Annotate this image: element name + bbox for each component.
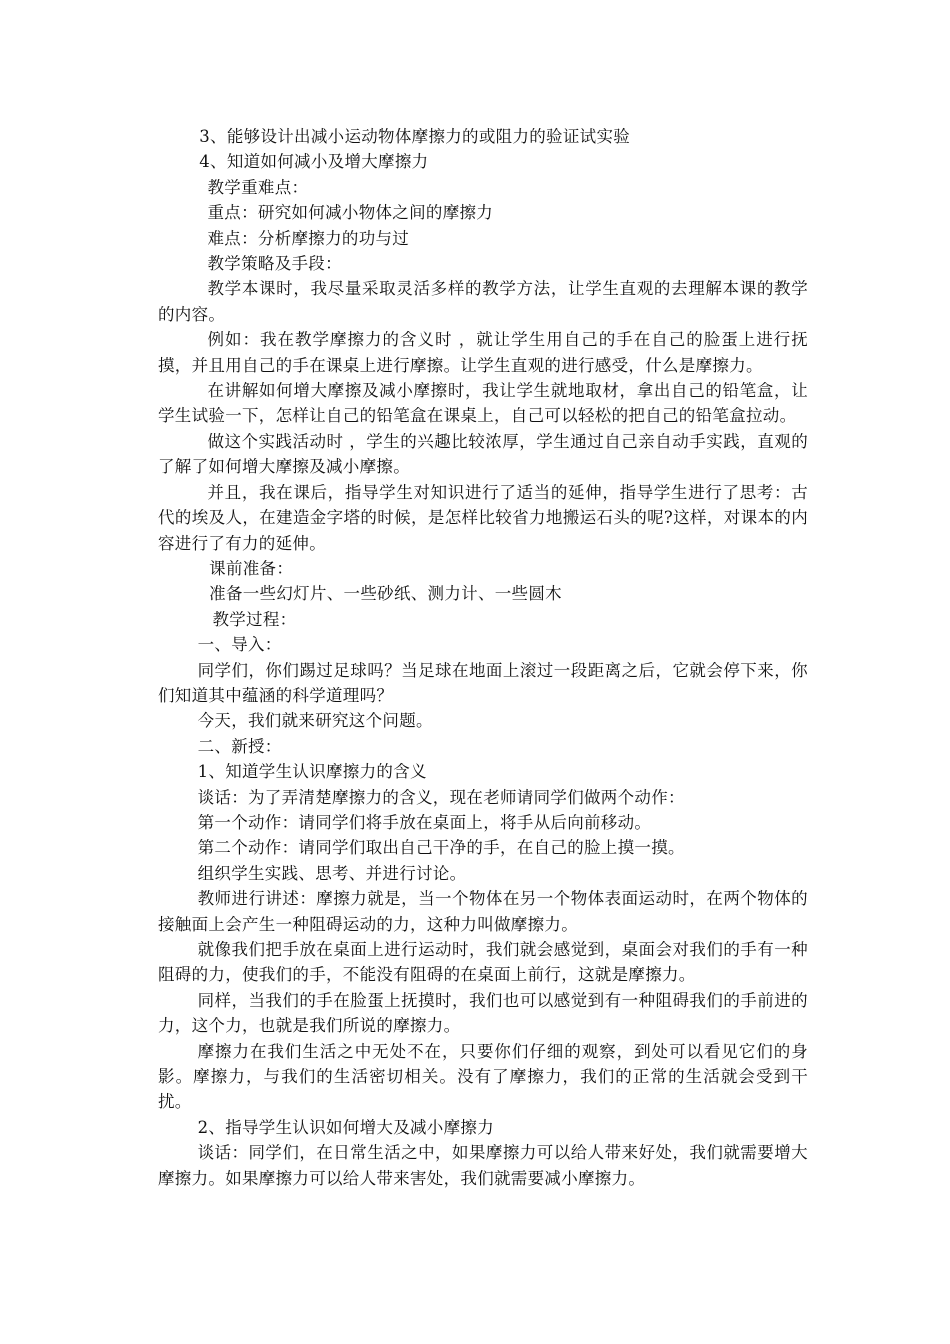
heading-new-lesson: 二、新授： — [197, 736, 282, 756]
paragraph-strategy-intro: 教学本课时，我尽量采取灵活多样的教学方法，让学生直观的去理解本课的教学的内容。 — [158, 279, 808, 324]
paragraph-extension: 并且，我在课后，指导学生对知识进行了适当的延伸，指导学生进行了思考：古代的埃及人，在建造金字塔的时候，是怎样比较省力地搬运石头的呢?这样，对课本的内容进行了有力的延伸。 — [158, 482, 808, 553]
paragraph-practice-activity: 做这个实践活动时 ，学生的兴趣比较浓厚，学生通过自己亲自动手实践，直观的了解了如何增大摩擦及减小摩擦。 — [158, 431, 808, 477]
paragraph-example: 例如：我在教学摩擦力的含义时 ，就让学生用自己的手在自己的脸蛋上进行抚摸，并且用自己的手在课桌上进行摩擦。让学生直观的进行感受，什么是摩擦力。 — [158, 330, 808, 375]
paragraph-increase-decrease: 在讲解如何增大摩擦及减小摩擦时，我让学生就地取材，拿出自己的铅笔盒，让学生试验一下，怎样让自己的铅笔盒在课桌上，自己可以轻松的把自己的铅笔盒拉动。 — [158, 381, 808, 426]
heading-teaching-strategy: 教学策略及手段： — [207, 254, 342, 274]
key-point: 重点：研究如何减小物体之间的摩擦力 — [207, 203, 494, 223]
difficult-point: 难点：分析摩擦力的功与过 — [207, 228, 410, 248]
paragraph-teacher-explains: 教师进行讲述：摩擦力就是，当一个物体在另一个物体表面运动时，在两个物体的接触面上会产生一种阻碍运动的力，这种力叫做摩擦力。 — [158, 889, 808, 934]
heading-preparation: 课前准备： — [209, 558, 294, 578]
objective-3: 3、能够设计出减小运动物体摩擦力的或阻力的验证试实验 — [199, 127, 631, 146]
heading-introduction: 一、导入： — [197, 635, 282, 655]
paragraph-organize-discussion: 组织学生实践、思考、并进行讨论。 — [197, 863, 467, 883]
paragraph-hand-on-face: 同样，当我们的手在脸蛋上抚摸时，我们也可以感觉到有一种阻碍我们的手前进的力，这个力，也就是我们所说的摩擦力。 — [158, 990, 808, 1036]
paragraph-everywhere: 摩擦力在我们生活之中无处不在，只要你们仔细的观察，到处可以看见它们的身影。摩擦力，与我们的生活密切相关。没有了摩擦力，我们的正常的生活就会受到干扰。 — [158, 1041, 808, 1112]
heading-teaching-process: 教学过程： — [212, 609, 297, 629]
paragraph-today: 今天，我们就来研究这个问题。 — [197, 711, 433, 731]
heading-key-difficult-points: 教学重难点： — [207, 177, 309, 197]
document-body — [158, 124, 808, 1191]
paragraph-first-action: 第一个动作：请同学们将手放在桌面上，将手从后向前移动。 — [197, 812, 652, 832]
paragraph-football-question: 同学们，你们踢过足球吗？当足球在地面上滚过一段距离之后，它就会停下来，你们知道其中蕴涵的科学道理吗？ — [158, 660, 808, 705]
subheading-meaning: 1、知道学生认识摩擦力的含义 — [197, 762, 427, 782]
paragraph-materials: 准备一些幻灯片、一些砂纸、测力计、一些圆木 — [209, 584, 562, 604]
paragraph-talk-actions: 谈话：为了弄清楚摩擦力的含义，现在老师请同学们做两个动作： — [197, 787, 685, 807]
paragraph-second-action: 第二个动作：请同学们取出自己干净的手，在自己的脸上摸一摸。 — [197, 838, 685, 858]
paragraph-talk-benefit-harm: 谈话：同学们，在日常生活之中，如果摩擦力可以给人带来好处，我们就需要增大摩擦力。如果摩擦力可以给人带来害处，我们就需要减小摩擦力。 — [158, 1143, 808, 1188]
objective-4: 4、知道如何减小及增大摩擦力 — [199, 152, 429, 172]
subheading-increase-decrease: 2、指导学生认识如何增大及减小摩擦力 — [197, 1117, 494, 1137]
paragraph-hand-on-desk: 就像我们把手放在桌面上进行运动时，我们就会感觉到，桌面会对我们的手有一种阻碍的力，使我们的手，不能没有阻碍的在桌面上前行，这就是摩擦力。 — [158, 940, 808, 985]
